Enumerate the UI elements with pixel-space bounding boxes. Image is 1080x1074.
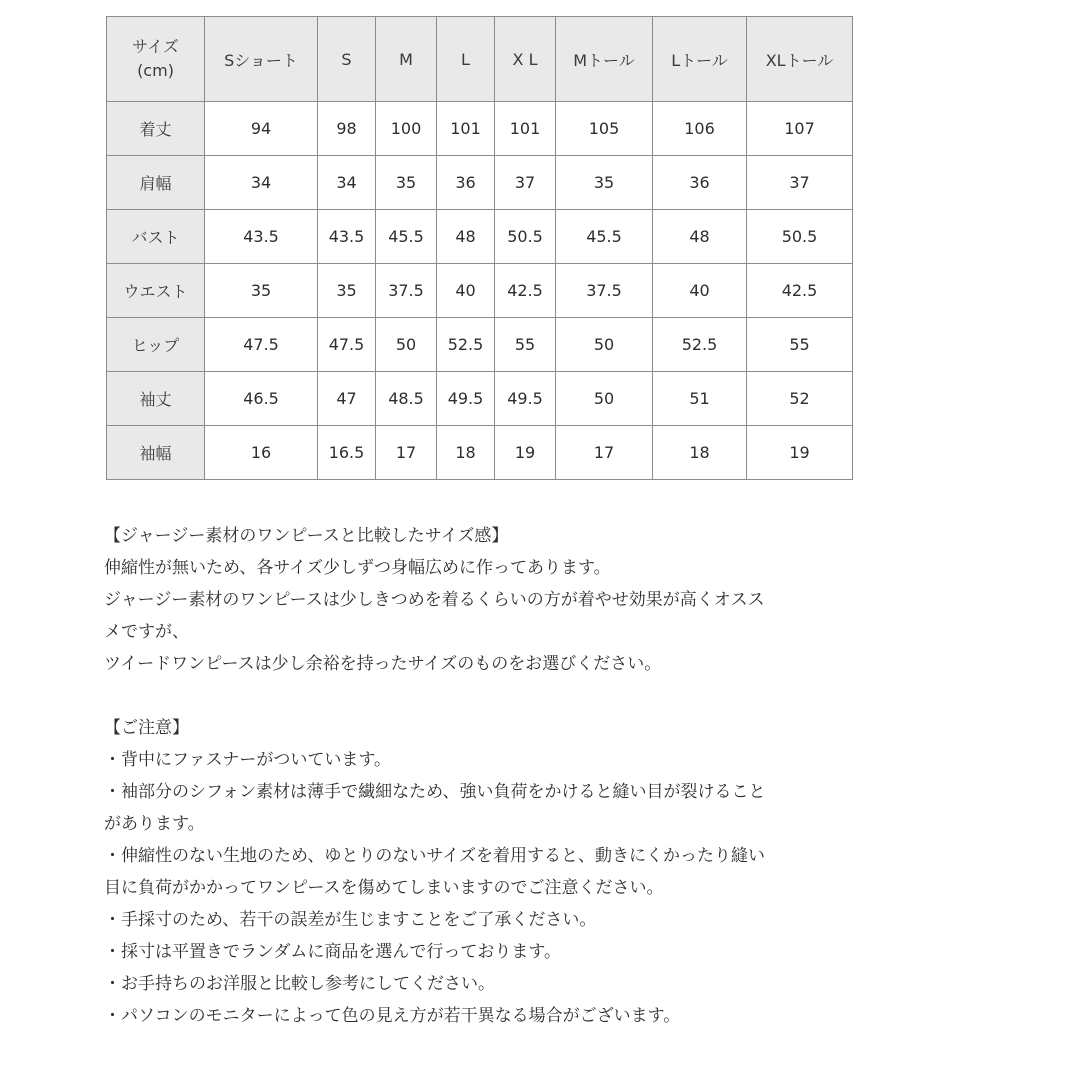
measurement-value: 98 — [318, 102, 376, 156]
size-header-cell: XLトール — [747, 17, 853, 102]
measurement-value: 35 — [556, 156, 653, 210]
measurement-value: 40 — [653, 264, 747, 318]
measurement-value: 35 — [205, 264, 318, 318]
measurement-value: 107 — [747, 102, 853, 156]
size-table-row — [107, 426, 853, 480]
size-header-cell: Lトール — [653, 17, 747, 102]
measurement-value: 42.5 — [747, 264, 853, 318]
measurement-value: 51 — [653, 372, 747, 426]
size-header-cell: Mトール — [556, 17, 653, 102]
size-header-cell: L — [437, 17, 495, 102]
measurement-value: 46.5 — [205, 372, 318, 426]
measurement-value: 17 — [556, 426, 653, 480]
measurement-value: 50 — [556, 318, 653, 372]
size-chart-body — [107, 17, 853, 480]
measurement-value: 35 — [376, 156, 437, 210]
measurement-value: 16.5 — [318, 426, 376, 480]
notice-line: があります。 — [104, 814, 205, 834]
measurement-value: 42.5 — [495, 264, 556, 318]
measurement-label: 着丈 — [107, 102, 205, 156]
measurement-value: 50 — [376, 318, 437, 372]
measurement-value: 40 — [437, 264, 495, 318]
comparison-line: 伸縮性が無いため、各サイズ少しずつ身幅広めに作ってあります。 — [104, 558, 611, 578]
measurement-value: 47 — [318, 372, 376, 426]
size-header-cell: X L — [495, 17, 556, 102]
measurement-label: 肩幅 — [107, 156, 205, 210]
measurement-value: 37.5 — [556, 264, 653, 318]
measurement-label: ウエスト — [107, 264, 205, 318]
product-notes — [104, 520, 874, 1032]
measurement-value: 55 — [747, 318, 853, 372]
measurement-value: 37.5 — [376, 264, 437, 318]
size-header-row — [107, 17, 853, 102]
measurement-value: 36 — [653, 156, 747, 210]
measurement-value: 35 — [318, 264, 376, 318]
measurement-value: 45.5 — [376, 210, 437, 264]
measurement-value: 50.5 — [495, 210, 556, 264]
comparison-heading: 【ジャージー素材のワンピースと比較したサイズ感】 — [104, 526, 509, 546]
measurement-value: 18 — [437, 426, 495, 480]
measurement-value: 17 — [376, 426, 437, 480]
notice-heading: 【ご注意】 — [104, 718, 189, 738]
size-table-row — [107, 102, 853, 156]
measurement-value: 19 — [747, 426, 853, 480]
size-table-row — [107, 318, 853, 372]
notice-line: ・伸縮性のない生地のため、ゆとりのないサイズを着用すると、動きにくかったり縫い — [104, 846, 765, 866]
measurement-value: 52.5 — [653, 318, 747, 372]
measurement-value: 37 — [495, 156, 556, 210]
measurement-value: 16 — [205, 426, 318, 480]
measurement-value: 48 — [653, 210, 747, 264]
measurement-label: 袖丈 — [107, 372, 205, 426]
notice-line: 目に負荷がかかってワンピースを傷めてしまいますのでご注意ください。 — [104, 878, 664, 898]
size-table-row — [107, 264, 853, 318]
measurement-value: 50.5 — [747, 210, 853, 264]
notice-line: ・手採寸のため、若干の誤差が生じますことをご了承ください。 — [104, 910, 597, 930]
notice-line: ・お手持ちのお洋服と比較し参考にしてください。 — [104, 974, 495, 994]
measurement-value: 47.5 — [205, 318, 318, 372]
size-header-cell: M — [376, 17, 437, 102]
measurement-value: 36 — [437, 156, 495, 210]
section-spacer — [104, 680, 874, 712]
measurement-value: 106 — [653, 102, 747, 156]
measurement-value: 49.5 — [495, 372, 556, 426]
size-table-row — [107, 372, 853, 426]
measurement-label: バスト — [107, 210, 205, 264]
comparison-line: ジャージー素材のワンピースは少しきつめを着るくらいの方が着やせ効果が高くオスス — [104, 590, 765, 610]
notice-line: ・袖部分のシフォン素材は薄手で繊細なため、強い負荷をかけると縫い目が裂けること — [104, 782, 766, 802]
measurement-value: 94 — [205, 102, 318, 156]
measurement-value: 52.5 — [437, 318, 495, 372]
notice-line: ・パソコンのモニターによって色の見え方が若干異なる場合がございます。 — [104, 1006, 681, 1026]
measurement-value: 105 — [556, 102, 653, 156]
measurement-label: 袖幅 — [107, 426, 205, 480]
size-header-cell: Sショート — [205, 17, 318, 102]
size-table-row — [107, 210, 853, 264]
measurement-value: 100 — [376, 102, 437, 156]
notice-line: ・採寸は平置きでランダムに商品を選んで行っております。 — [104, 942, 561, 962]
measurement-value: 101 — [495, 102, 556, 156]
comparison-line: メですが、 — [104, 622, 189, 642]
measurement-value: 49.5 — [437, 372, 495, 426]
measurement-value: 50 — [556, 372, 653, 426]
comparison-line: ツイードワンピースは少し余裕を持ったサイズのものをお選びください。 — [104, 654, 662, 674]
measurement-label: ヒップ — [107, 318, 205, 372]
measurement-value: 34 — [318, 156, 376, 210]
measurement-value: 45.5 — [556, 210, 653, 264]
measurement-value: 34 — [205, 156, 318, 210]
measurement-value: 43.5 — [318, 210, 376, 264]
measurement-value: 19 — [495, 426, 556, 480]
measurement-value: 18 — [653, 426, 747, 480]
size-chart-table — [106, 16, 853, 480]
size-header-cell: サイズ (cm) — [107, 17, 205, 102]
measurement-value: 48.5 — [376, 372, 437, 426]
measurement-value: 55 — [495, 318, 556, 372]
measurement-value: 37 — [747, 156, 853, 210]
size-table-row — [107, 156, 853, 210]
measurement-value: 43.5 — [205, 210, 318, 264]
measurement-value: 101 — [437, 102, 495, 156]
measurement-value: 52 — [747, 372, 853, 426]
notice-line: ・背中にファスナーがついています。 — [104, 750, 391, 770]
measurement-value: 48 — [437, 210, 495, 264]
size-header-cell: S — [318, 17, 376, 102]
measurement-value: 47.5 — [318, 318, 376, 372]
